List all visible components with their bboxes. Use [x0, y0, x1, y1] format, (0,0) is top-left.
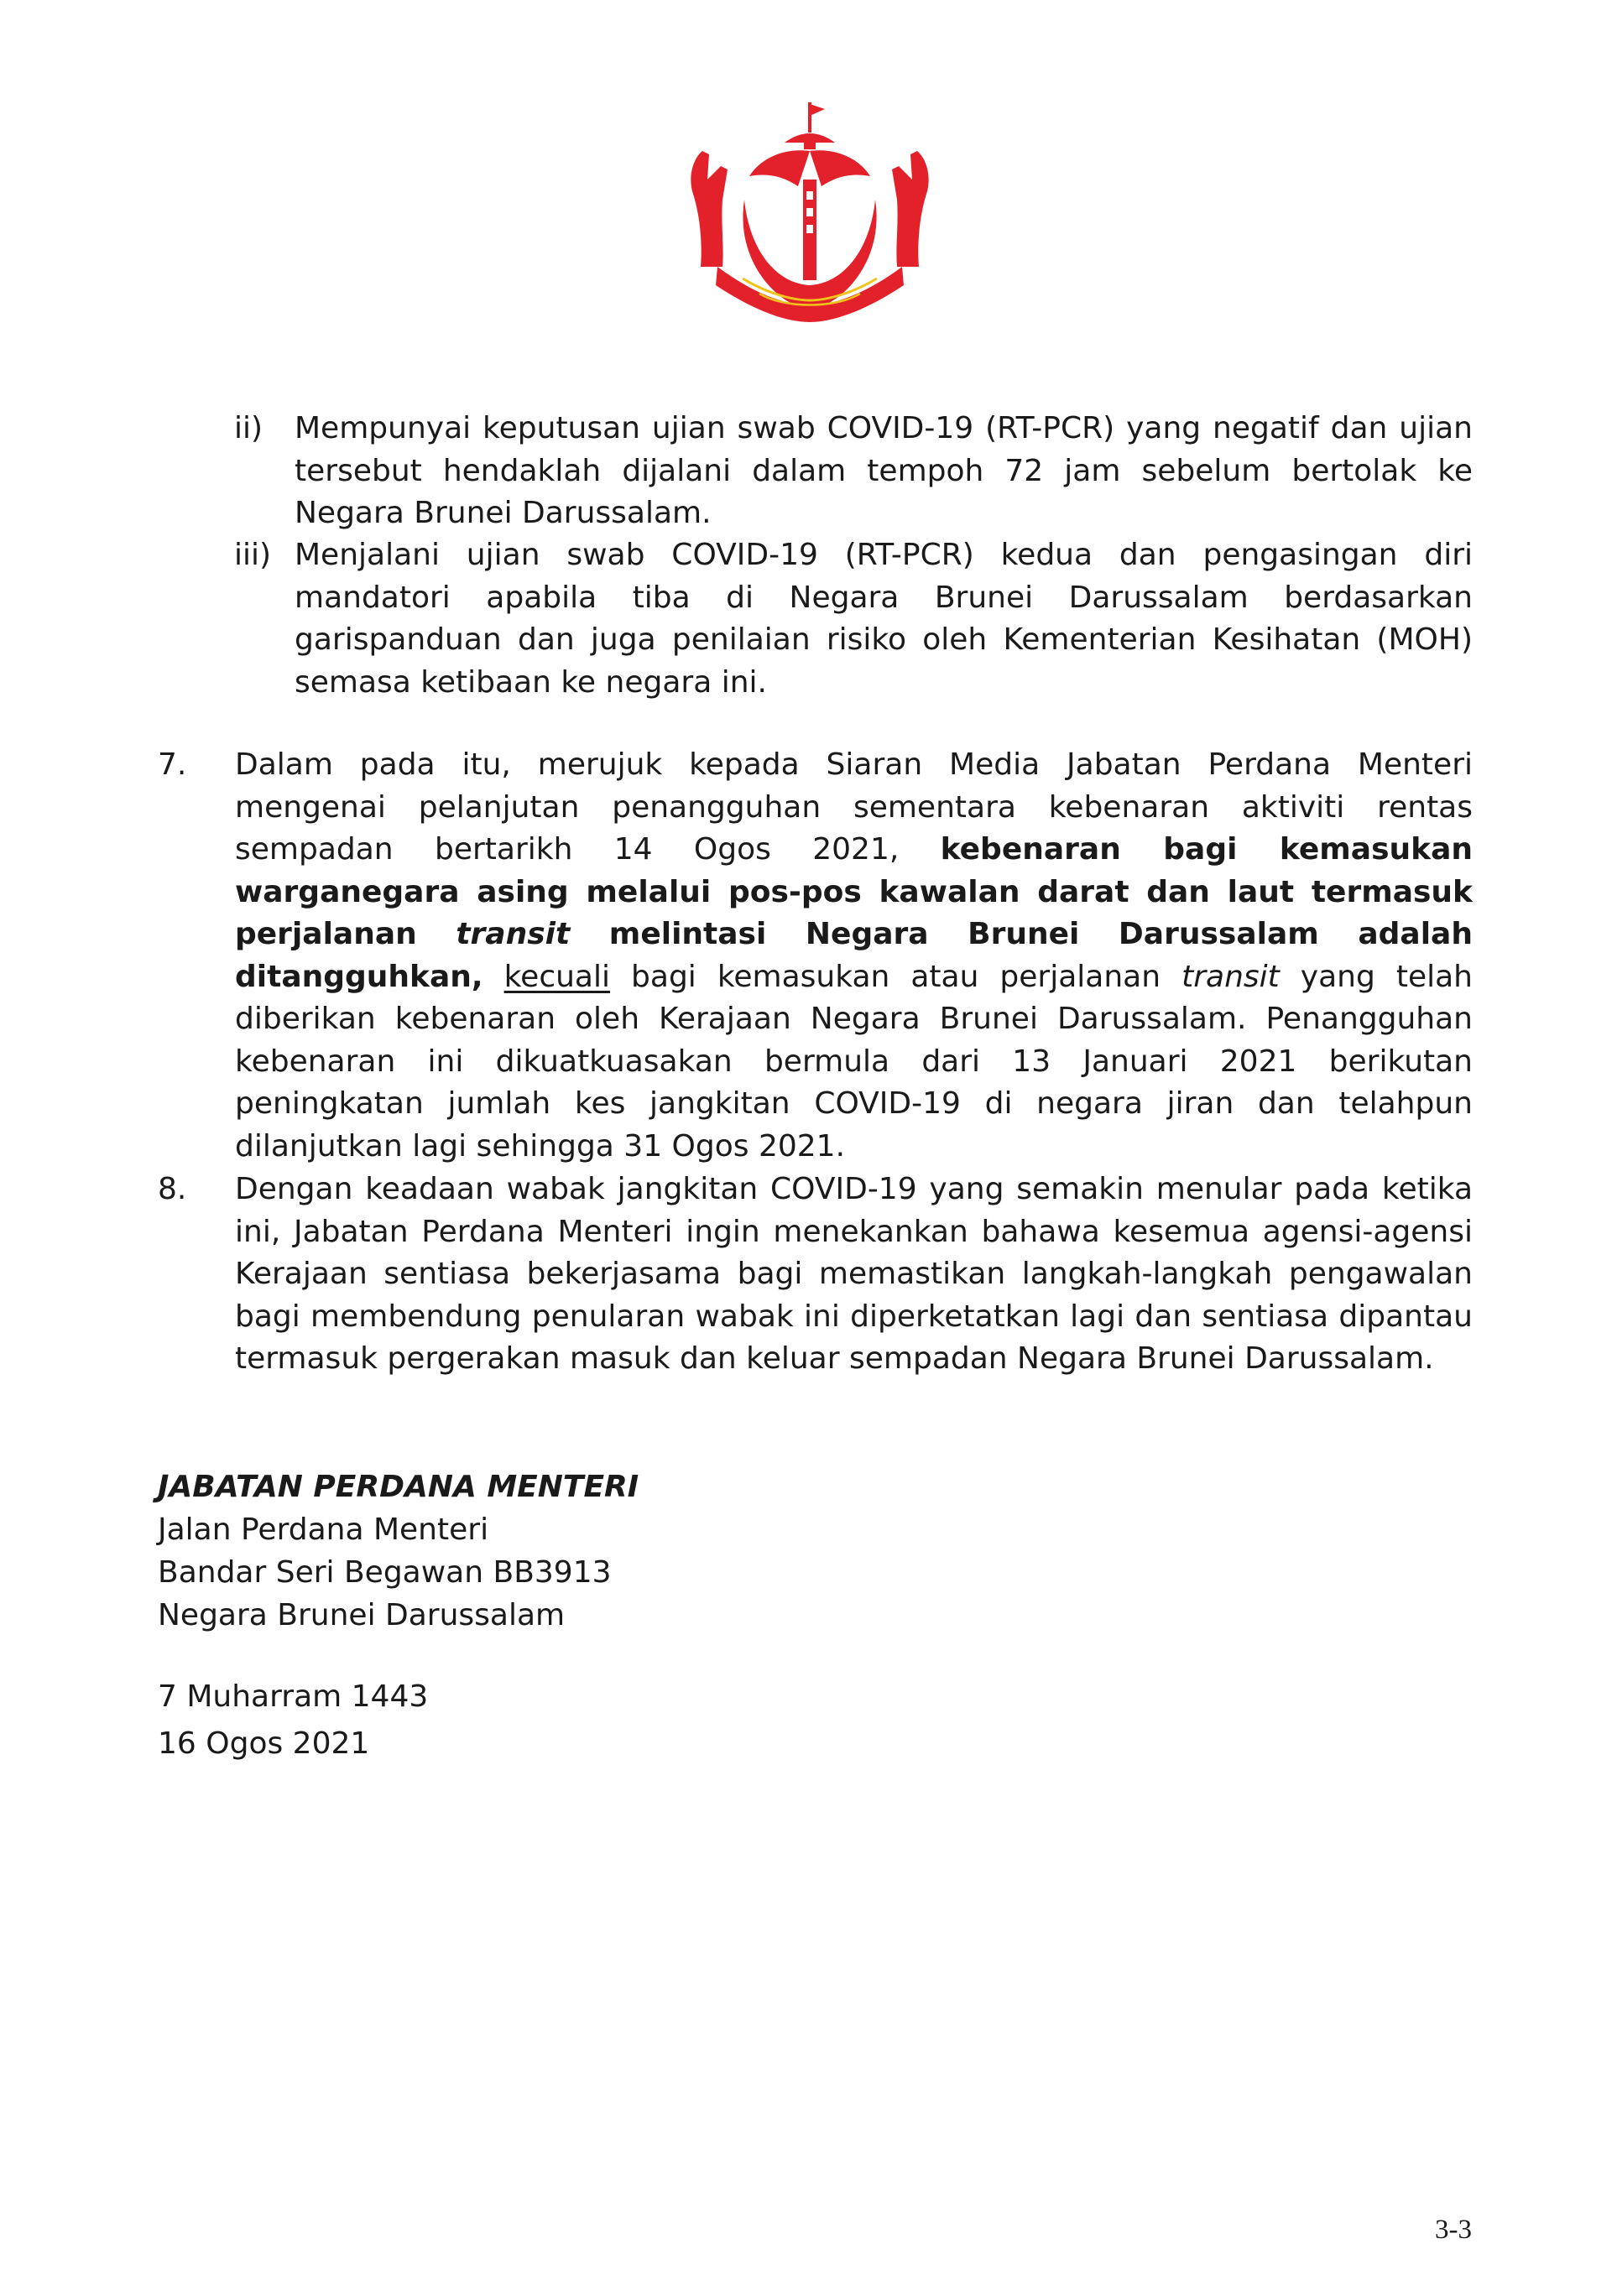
hijri-date: 7 Muharram 1443 — [158, 1679, 429, 1714]
address-line: Negara Brunei Darussalam — [158, 1598, 566, 1632]
italic-text: transit — [1181, 959, 1280, 994]
list-marker: ii) — [234, 411, 263, 445]
brunei-coat-of-arms-icon — [684, 99, 936, 334]
date-block — [158, 1674, 428, 1768]
text-run: bagi kemasukan atau perjalanan — [610, 959, 1182, 994]
address-line: Bandar Seri Begawan BB3913 — [158, 1555, 612, 1590]
paragraph-number: 8. — [158, 1172, 187, 1206]
paragraph-7 — [158, 744, 1473, 1168]
signature-organization: JABATAN PERDANA MENTERI — [158, 1470, 639, 1504]
bold-text: kebenaran bagi kemasukan warganegara asing melalui pos-pos kawalan darat dan laut termasuk perjalanan — [235, 832, 1473, 951]
bold-italic-text: transit — [456, 917, 571, 951]
address-line: Jalan Perdana Menteri — [158, 1512, 489, 1547]
list-item-iii — [234, 534, 1473, 704]
list-item-ii — [234, 408, 1473, 535]
paragraph-8 — [158, 1169, 1473, 1381]
text-run: Dalam pada itu, merujuk kepada Siaran Media Jabatan Perdana Menteri mengenai pelanjutan penangguhan sementara kebenaran aktiviti rentas sempadan bertarikh 14 Ogos 2021, — [235, 747, 1473, 867]
paragraph-number: 7. — [158, 747, 187, 782]
text-run: yang telah diberikan kebenaran oleh Kerajaan Negara Brunei Darussalam. Penangguhan kebenaran ini dikuatkuasakan bermula dari 13 Januari 2021 berikutan peningkatan jumlah kes jangkitan COVID-19 di negara jiran dan telahpun dilanjutkan lagi sehingga 31 Ogos 2021. — [235, 959, 1473, 1164]
paragraph-body — [235, 744, 1473, 1168]
list-marker: iii) — [234, 538, 272, 572]
signature-block — [158, 1466, 639, 1637]
paragraph-body: Dengan keadaan wabak jangkitan COVID-19 yang semakin menular pada ketika ini, Jabatan Perdana Menteri ingin menekankan bahawa kesemua agensi-agensi Kerajaan sentiasa bekerjasama bagi memastikan langkah-langkah pengawalan bagi membendung penularan wabak ini diperketatkan lagi dan sentiasa dipantau termasuk pergerakan masuk dan keluar sempadan Negara Brunei Darussalam. — [235, 1172, 1473, 1376]
text-run — [483, 960, 504, 994]
list-item-text: Mempunyai keputusan ujian swab COVID-19 (RT-PCR) yang negatif dan ujian tersebut hendaklah dijalani dalam tempoh 72 jam sebelum bertolak ke Negara Brunei Darussalam. — [295, 411, 1473, 530]
bold-text: melintasi Negara Brunei Darussalam adalah ditangguhkan, — [235, 917, 1473, 994]
list-item-text: Menjalani ujian swab COVID-19 (RT-PCR) kedua dan pengasingan diri mandatori apabila tiba di Negara Brunei Darussalam berdasarkan garispanduan dan juga penilaian risiko oleh Kementerian Kesihatan (MOH) semasa ketibaan ke negara ini. — [295, 538, 1473, 700]
page-number: 3-3 — [1435, 2215, 1472, 2245]
underlined-text: kecuali — [503, 959, 610, 994]
gregorian-date: 16 Ogos 2021 — [158, 1726, 370, 1761]
